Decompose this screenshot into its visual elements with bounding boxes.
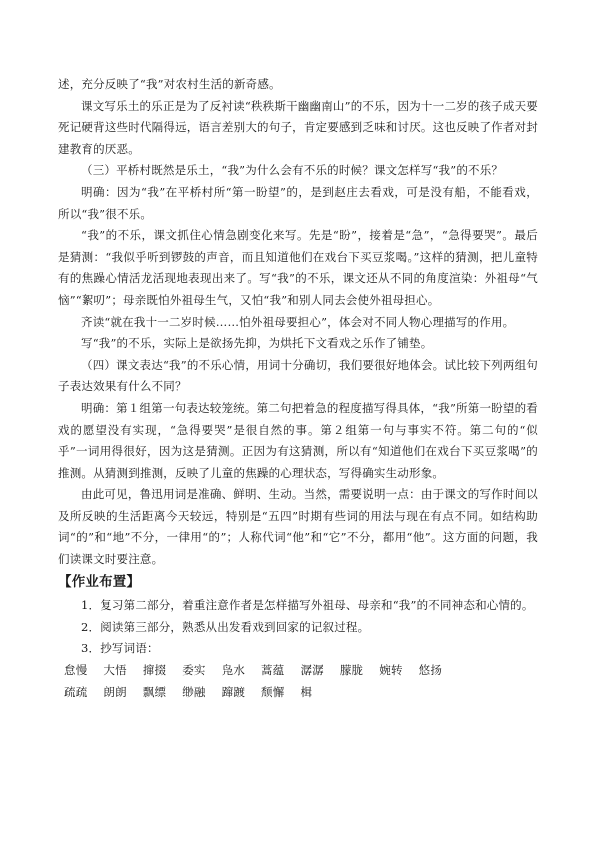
vocab-row-1 bbox=[64, 660, 538, 682]
vocab-word: 缈融 bbox=[182, 684, 206, 699]
paragraph-le-tu: 课文写乐土的乐正是为了反衬读“秩秩斯干幽幽南山”的不乐，因为十一二岁的孩子成天要死记硬背这些时代隔得远，语言差别大的句子，肯定要感到乏味和讨厌。这也反映了作者对封建教育的厌恶。 bbox=[58, 98, 538, 156]
homework-item-2: 2．阅读第三部分，熟悉从出发看戏到回家的记叙过程。 bbox=[81, 619, 370, 634]
homework-heading: 【作业布置】 bbox=[58, 573, 141, 590]
vocab-word: 飘缥 bbox=[142, 684, 167, 699]
paragraph-bu-le: “我”的不乐，课文抓住心情急剧变化来写。先是“盼”，接着是“急”，“急得要哭”。最后是猜测：“我似乎听到锣鼓的声音，而且知道他们在戏台下买豆浆喝。”这样的猜测，把儿童特有的焦躁心情活龙活现地表现出来了。写“我”的不乐，课文还从不同的角度渲染：外祖母“气恼”“絮叨”；母亲既怕外祖母生气，又怕“我”和别人同去会使外祖母担心。 bbox=[58, 228, 538, 307]
vocab-word: 楫 bbox=[300, 684, 313, 699]
vocab-word: 大悟 bbox=[103, 663, 127, 678]
question-four: （四）课文表达“我”的不乐心情，用词十分确切，我们要很好地体会。试比较下列两组句子表达效果有什么不同？ bbox=[58, 357, 538, 394]
vocab-word: 朗朗 bbox=[103, 684, 127, 699]
vocab-word: 婉转 bbox=[379, 663, 403, 678]
question-three: （三）平桥村既然是乐土，“我”为什么会有不乐的时候？课文怎样写“我”的不乐？ bbox=[81, 163, 504, 178]
answer-three: 明确：因为“我”在平桥村所“第一盼望”的，是到赵庄去看戏，可是没有船，不能看戏，所以“我”很不乐。 bbox=[58, 184, 538, 221]
paragraph-qi-du: 齐读“就在我十一二岁时候……怕外祖母要担心”，体会对不同人物心理描写的作用。 bbox=[81, 314, 515, 329]
vocab-word: 疏疏 bbox=[64, 684, 88, 699]
paragraph-conclusion: 由此可见，鲁迅用词是准确、鲜明、生动。当然，需要说明一点：由于课文的写作时间以及所反映的生活距离今天较远，特别是“五四”时期有些词的用法与现在有点不同。如结构助词“的”和“地”不分，一律用“的”；人称代词“他”和“它”不分，都用“他”。这方面的问题，我们读课文时要注意。 bbox=[58, 487, 538, 567]
vocab-word: 委实 bbox=[182, 663, 206, 678]
vocab-word: 朦胧 bbox=[339, 663, 364, 678]
vocab-word: 蒿蕴 bbox=[261, 663, 285, 678]
vocab-row-2 bbox=[64, 682, 538, 704]
vocab-word: 凫水 bbox=[221, 663, 246, 678]
vocab-word: 潺潺 bbox=[300, 663, 324, 678]
paragraph-continuation: 述，充分反映了“我”对农村生活的新奇感。 bbox=[58, 77, 281, 91]
vocab-word: 悠扬 bbox=[418, 663, 443, 678]
document-body bbox=[58, 74, 538, 703]
answer-four: 明确：第１组第一句表达较笼统。第二句把着急的程度描写得具体，“我”所第一盼望的看戏的愿望没有实现，“急得要哭”是很自然的事。第２组第一句与事实不符。第二句的“似乎”一词用得很好，因为这是猜测。正因为有这猜测，所以有“知道他们在戏台下买豆浆喝”的推测。从猜测到推测，反映了儿童的焦躁的心理状态，写得确实生动形象。 bbox=[58, 400, 538, 480]
homework-item-1: 1．复习第二部分，着重注意作者是怎样描写外祖母、母亲和“我”的不同神态和心情的。 bbox=[81, 598, 534, 613]
vocab-word: 蹿踱 bbox=[221, 684, 246, 699]
vocab-word: 颓懈 bbox=[261, 684, 285, 699]
vocab-word: 撺掇 bbox=[142, 663, 167, 678]
vocab-word: 怠慢 bbox=[64, 663, 88, 678]
paragraph-yu-yang: 写“我”的不乐，实际上是欲扬先抑，为烘托下文看戏之乐作了铺垫。 bbox=[81, 336, 433, 351]
homework-item-3: 3．抄写词语： bbox=[81, 641, 159, 656]
